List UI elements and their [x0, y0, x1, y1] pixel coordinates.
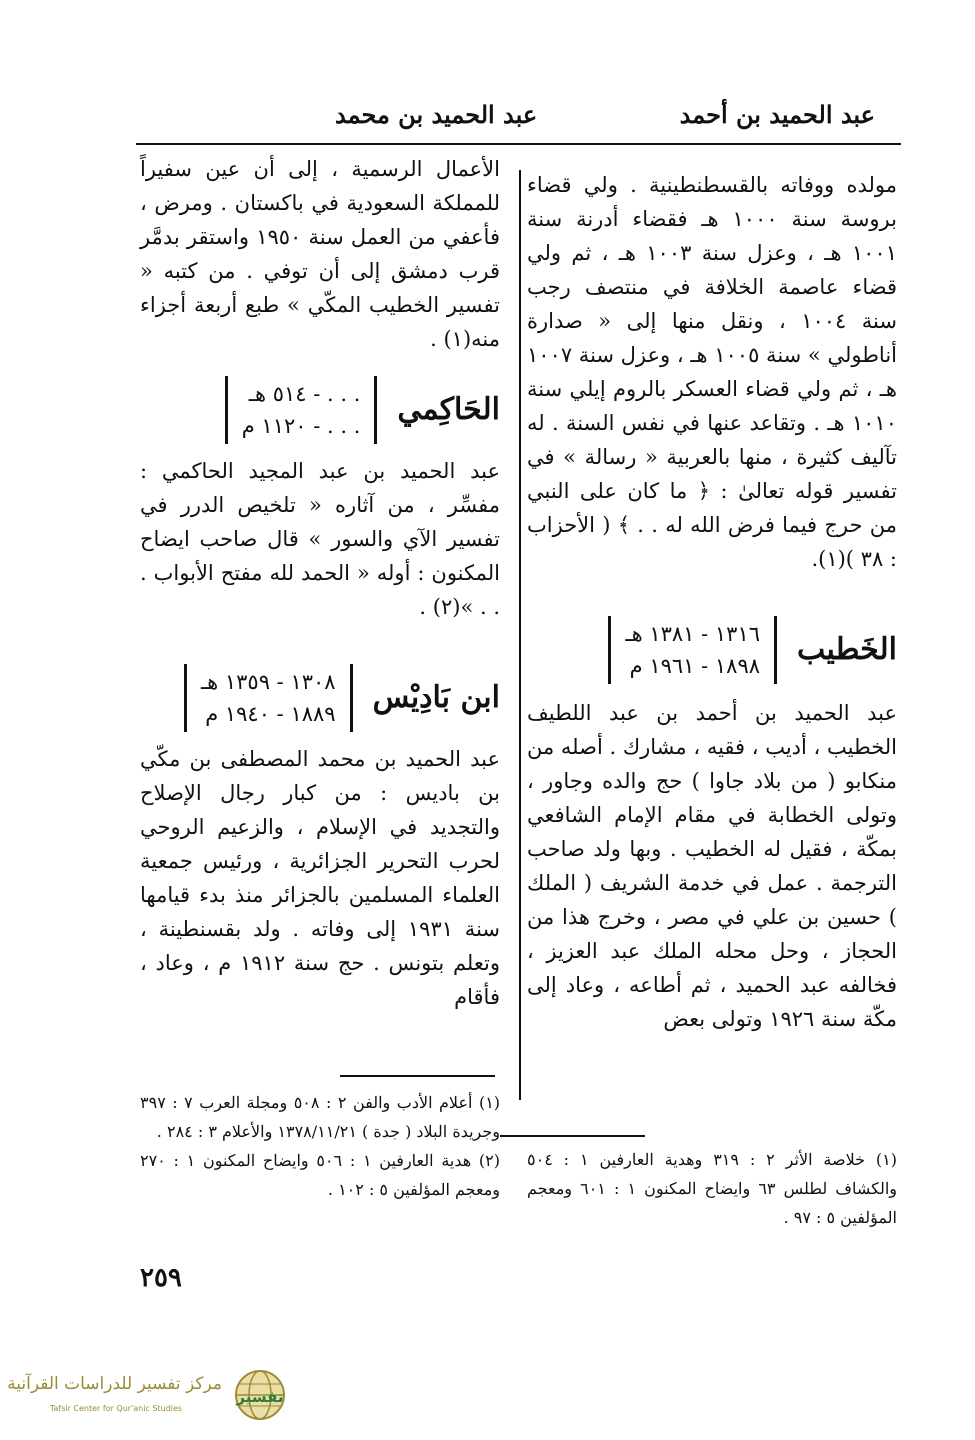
- entry-body-badis: عبد الحميد بن محمد المصطفى بن مكّي بن باديس : من كبار رجال الإصلاح والتجديد في الإسلام ، والزعيم الروحي لحرب التحرير الجزائرية ، ورئيس جمعية العلماء المسلمين بالجزائر منذ بدء قيامها سنة ١٩٣١ إلى وفاته . ولد بقسنطينة ، وتعلم بتونس . حج سنة ١٩١٢ م ، وعاد ، فأقام: [140, 747, 500, 1009]
- globe-icon: [220, 1360, 300, 1430]
- hijri-dates: ١٣١٦ - ١٣٨١ هـ: [625, 622, 761, 646]
- logo-english-text: Tafsir Center for Qur'anic Studies: [49, 1404, 183, 1413]
- entry-name: الحَاكِمي: [397, 392, 500, 427]
- gregorian-dates: ١٨٩٨ - ١٩٦١ م: [629, 654, 761, 678]
- entry-dates-box: [225, 376, 378, 444]
- gregorian-dates: ١٨٨٩ - ١٩٤٠ م: [205, 702, 336, 726]
- running-header-left: عبد الحميد بن محمد: [335, 100, 538, 129]
- right-continuation-text: مولده ووفاته بالقسطنطينية . ولي قضاء بروسة سنة ١٠٠٠ هـ فقضاء أدرنة سنة ١٠٠١ هـ ، وعزل سنة ١٠٠٣ هـ ، ثم ولي قضاء عاصمة الخلافة في منتصف رجب سنة ١٠٠٤ ، ونقل منها إلى « صدارة أناطولي » سنة ١٠٠٥ هـ ، وعزل سنة ١٠٠٧ هـ ، ثم ولي قضاء العسكر بالروم إيلي سنة ١٠١٠ هـ . وتقاعد عنها في نفس السنة . له تآليف كثيرة ، منها بالعربية « رسالة » في تفسير قوله تعالىٰ : ﴿ ما كان على النبي من حرج فيما فرض الله له . . ﴾ ( الأحزاب : ٣٨ )(١).: [527, 173, 897, 571]
- entry-name: ابن بَادِيْس: [372, 680, 500, 715]
- entry-heading-khatib: [527, 616, 897, 684]
- running-header-right: عبد الحميد بن أحمد: [679, 100, 875, 129]
- page-number: ٢٥٩: [140, 1263, 182, 1293]
- entry-dates-box: [608, 616, 777, 684]
- gregorian-dates: . . . - ١١٢٠ م: [241, 414, 361, 438]
- publisher-logo: [7, 1360, 300, 1430]
- entry-heading-badis: [140, 664, 500, 732]
- column-divider: [519, 170, 521, 1100]
- entry-body-khatib: عبد الحميد بن أحمد بن عبد اللطيف الخطيب ، أديب ، فقيه ، مشارك . أصله من منكابو ( من بلاد جاوا ) حج والده وجاور ، وتولى الخطابة في مقام الإمام الشافعي بمكّة ، فقيل له الخطيب . وبها ولد صاحب الترجمة . عمل في خدمة الشريف ( الملك ) حسين بن علي في مصر ، وخرج هذا من الحجاز ، وحل محله الملك عبد العزيز ، فخالفه عبد الحميد ، ثم أطاعه ، وعاد إلى مكّة سنة ١٩٢٦ وتولى بعض: [527, 701, 897, 1031]
- hijri-dates: ١٣٠٨ - ١٣٥٩ هـ: [200, 670, 336, 694]
- entry-heading-hakimi: [140, 376, 500, 444]
- footnote: (١) أعلام الأدب والفن ٢ : ٥٠٨ ومجلة العرب ٧ : ٣٩٧ وجريدة البلاد ( جدة ) ١٣٧٨/١١/٢١ والأعلام ٣ : ٢٨٤ .: [140, 1093, 501, 1141]
- header-rule: [136, 143, 901, 145]
- hijri-dates: . . . - ٥١٤ هـ: [248, 382, 361, 406]
- footnote: (١) خلاصة الأثر ٢ : ٣١٩ وهدية العارفين ١ : ٥٠٤ والكشاف لطلس ٦٣ وايضاح المكنون ١ : ٦٠١ ومعجم المؤلفين ٥ : ٩٧ .: [527, 1150, 898, 1227]
- entry-body-hakimi: عبد الحميد بن عبد المجيد الحاكمي : مفسِّر ، من آثاره « تلخيص الدرر في تفسير الآي والسور » قال صاحب ايضاح المكنون : أوله « الحمد لله مفتح الأبواب . . . »(٢) .: [140, 459, 500, 619]
- footnote: (٢) هدية العارفين ١ : ٥٠٦ وايضاح المكنون ١ : ٢٧٠ ومعجم المؤلفين ٥ : ١٠٢ .: [140, 1151, 501, 1199]
- right-column: [527, 168, 897, 1036]
- left-footnotes: [140, 1088, 500, 1204]
- right-footnotes: [527, 1145, 897, 1232]
- logo-arabic-text: مركز تفسير للدراسات القرآنية: [7, 1374, 222, 1394]
- entry-dates-box: [184, 664, 353, 732]
- entry-name: الخَطيب: [797, 632, 897, 667]
- footnote-rule-left: [340, 1075, 495, 1077]
- left-continuation-text: الأعمال الرسمية ، إلى أن عين سفيراً للمملكة السعودية في باكستان . ومرض ، فأعفي من العمل سنة ١٩٥٠ واستقر بدمَّر قرب دمشق إلى أن توفي . من كتبه « تفسير الخطيب المكّي » طبع أربعة أجزاء منه(١) .: [140, 157, 500, 351]
- left-column: [140, 152, 500, 1014]
- logo-mark-text: تفسير: [236, 1388, 284, 1406]
- footnote-rule-right: [500, 1135, 645, 1137]
